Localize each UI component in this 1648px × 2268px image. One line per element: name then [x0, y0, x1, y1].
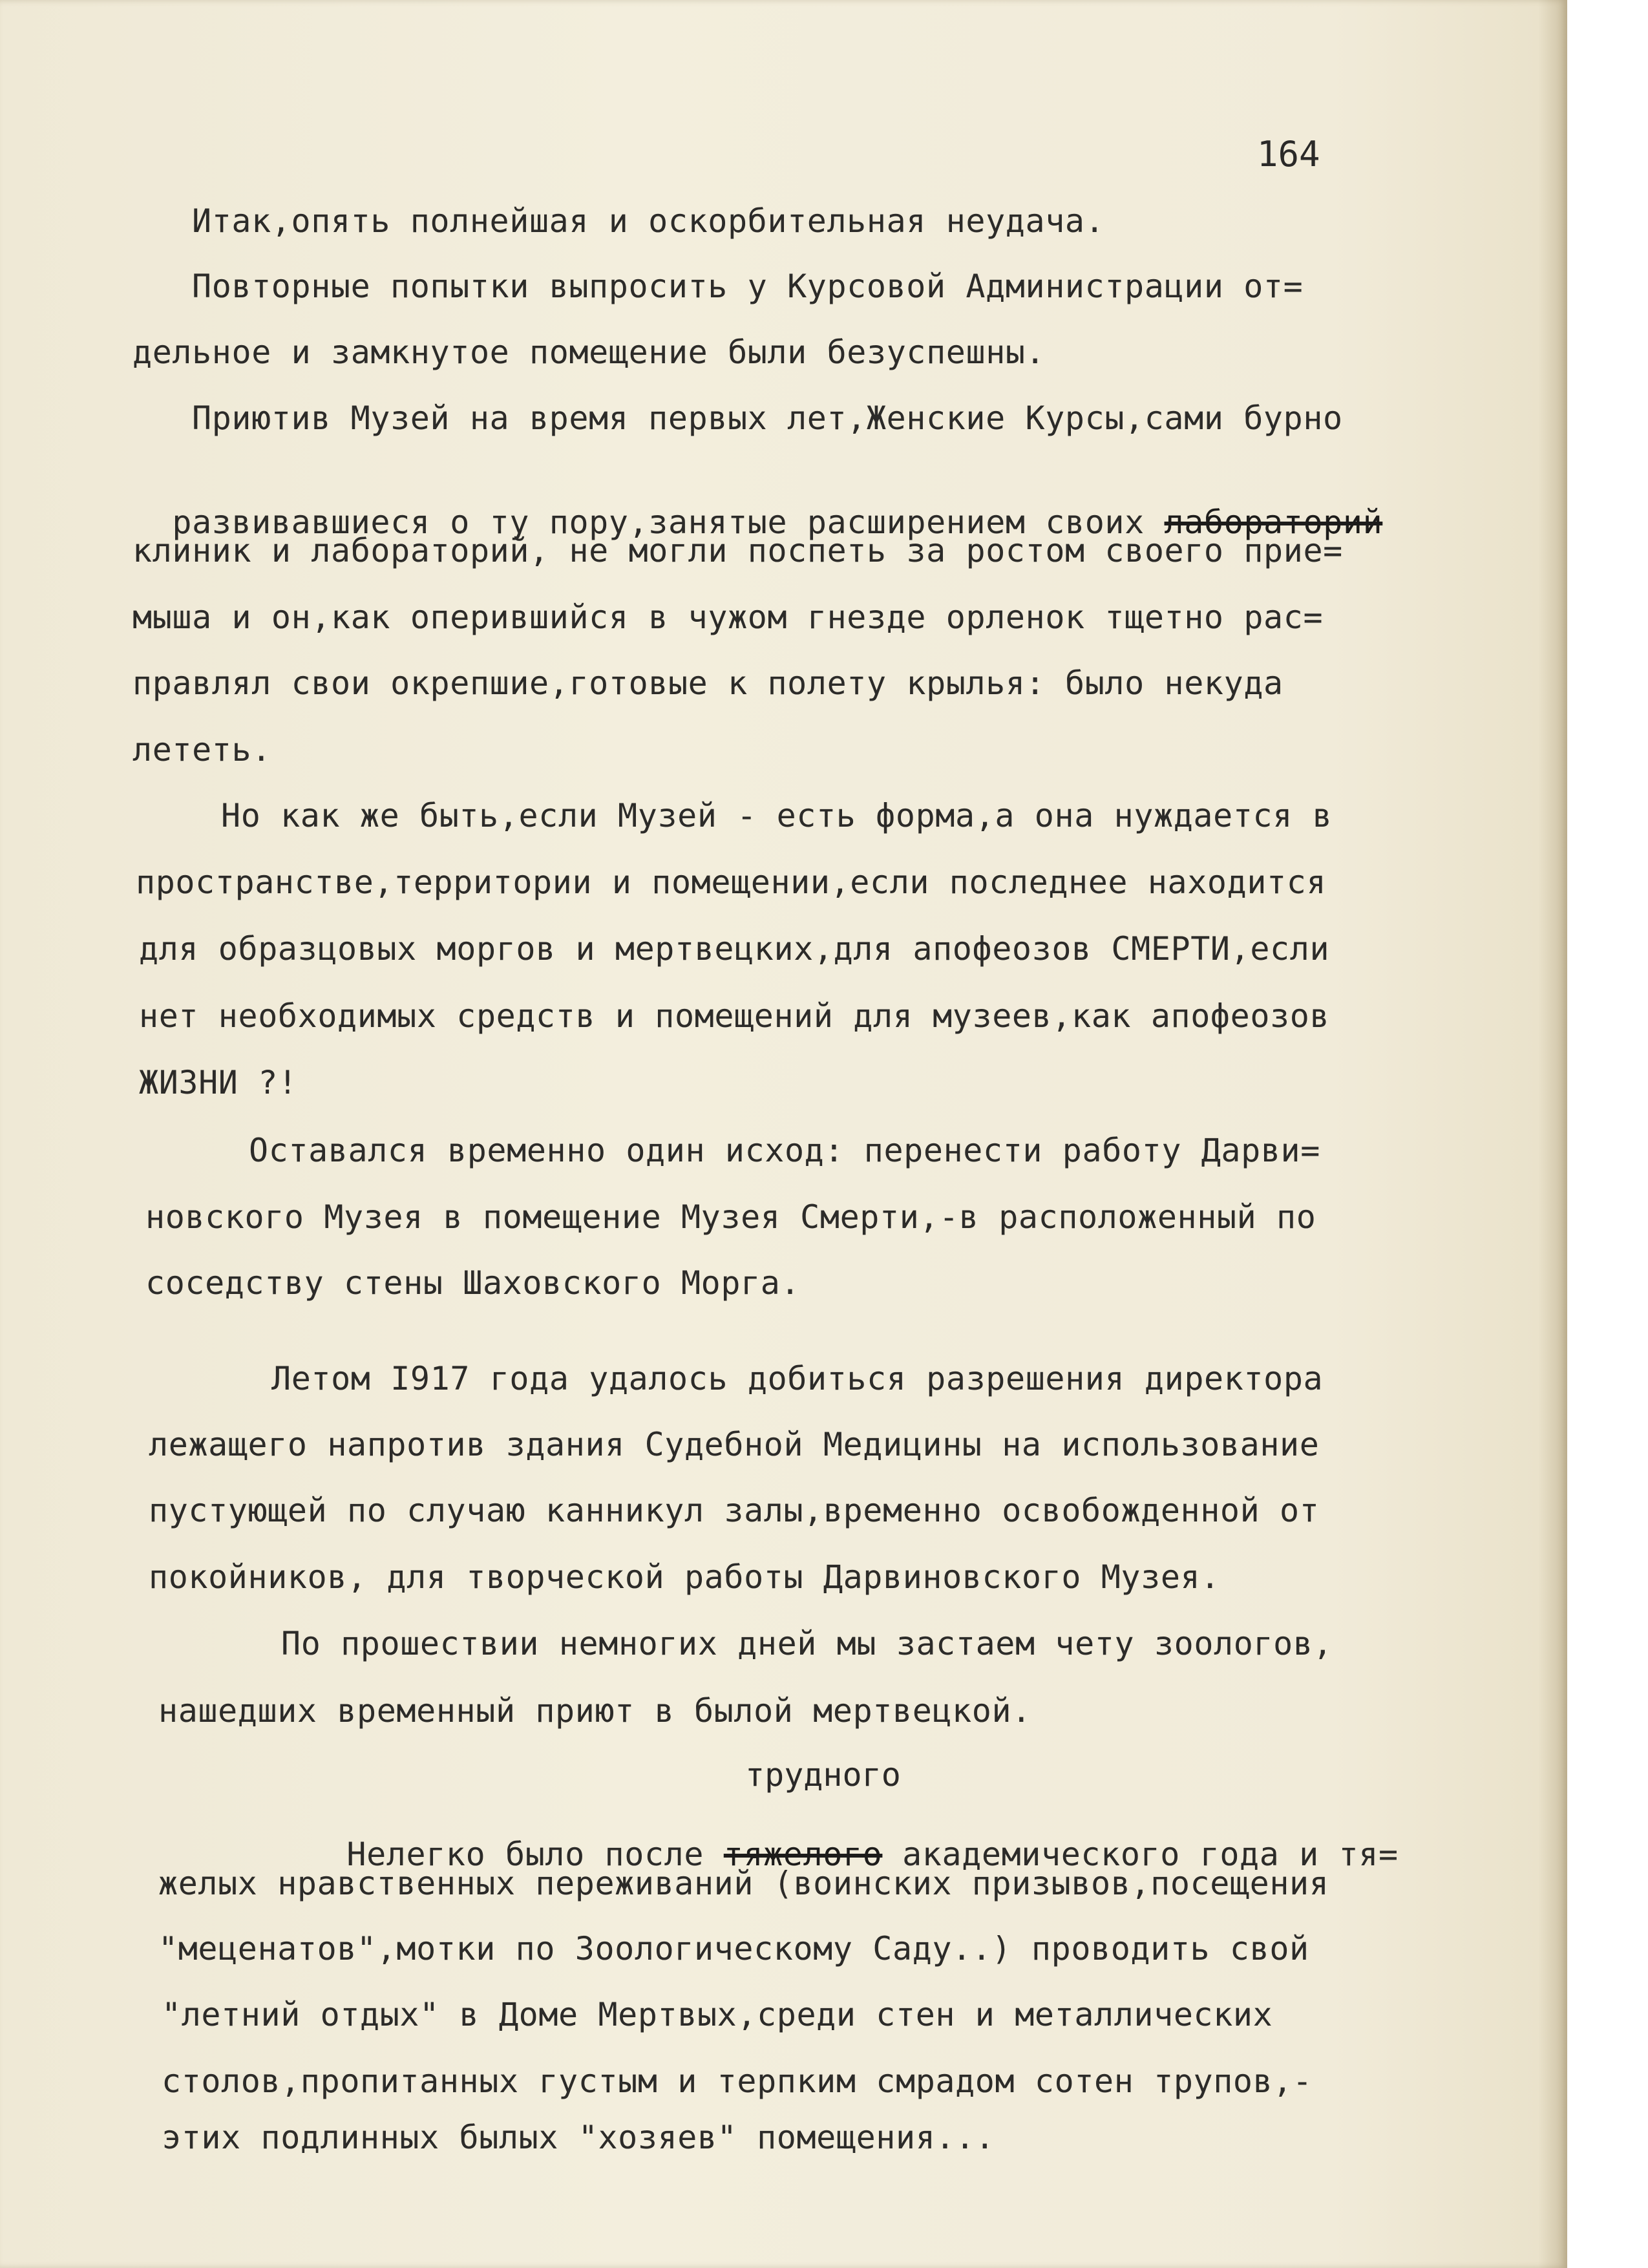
text-line: лежащего напротив здания Судебной Медицины на использование	[149, 1426, 1320, 1463]
text-segment: развивавшиеся о ту пору,занятые расширением своих	[172, 503, 1145, 541]
text-line: дельное и замкнутое помещение были безуспешны.	[132, 334, 1046, 371]
text-line: Повторные попытки выпросить у Курсовой Администрации от=	[192, 268, 1304, 305]
text-line: Летом I917 года удалось добиться разрешения директора	[271, 1360, 1324, 1397]
text-line: лететь.	[132, 731, 271, 768]
text-line: для образцовых моргов и мертвецких,для апофеозов СМЕРТИ,если	[139, 930, 1330, 968]
text-line: этих подлинных былых "хозяев" помещения...	[162, 2119, 995, 2156]
text-segment: академического года и тя=	[902, 1836, 1399, 1873]
text-line	[132, 464, 1382, 542]
text-line: "летний отдых" в Доме Мертвых,среди стен и металлических	[162, 1996, 1273, 2033]
text-line: Но как же быть,если Музей - есть форма,а она нуждается в	[221, 797, 1333, 834]
text-line: Оставался временно один исход: перенести работу Дарви=	[249, 1132, 1320, 1169]
page-number: 164	[1257, 134, 1320, 175]
text-line: пространстве,территории и помещении,если последнее находится	[136, 864, 1327, 901]
text-line: Итак,опять полнейшая и оскорбительная неудача.	[192, 202, 1105, 240]
text-line: Приютив Музей на время первых лет,Женские Курсы,сами бурно	[192, 399, 1343, 437]
struck-word: тяжелого	[723, 1836, 883, 1873]
text-line: соседству стены Шаховского Морга.	[145, 1264, 801, 1302]
text-line	[307, 1796, 1399, 1874]
paper-edge-shadow	[1538, 0, 1567, 2268]
text-line: правлял свои окрепшие,готовые к полету крылья: было некуда	[132, 664, 1284, 702]
text-line: новского Музея в помещение Музея Смерти,-в расположенный по	[145, 1198, 1316, 1236]
text-line: По прошествии немногих дней мы застаем чету зоологов,	[281, 1625, 1333, 1662]
text-line: желых нравственных переживаний (воинских призывов,посещения	[158, 1865, 1329, 1902]
struck-word: лабораторий	[1164, 503, 1383, 541]
text-line: ЖИЗНИ ?!	[139, 1064, 298, 1101]
text-line: нашедших временный приют в былой мертвецкой.	[158, 1692, 1031, 1730]
text-line: "меценатов",мотки по Зоологическому Саду..) проводить свой	[158, 1930, 1309, 1967]
text-line: клиник и лабораторий, не могли поспеть за ростом своего прие=	[132, 532, 1343, 569]
text-line: покойников, для творческой работы Дарвиновского Музея.	[149, 1558, 1220, 1596]
text-line: пустующей по случаю канникул залы,временно освобожденной от	[149, 1492, 1320, 1529]
text-line: нет необходимых средств и помещений для музеев,как апофеозов	[139, 997, 1330, 1035]
text-line: столов,пропитанных густым и терпким смрадом сотен трупов,-	[162, 2062, 1313, 2100]
inserted-word: трудного	[745, 1756, 901, 1794]
text-segment: Нелегко было после	[346, 1836, 704, 1873]
text-line: мыша и он,как оперившийся в чужом гнезде орленок тщетно рас=	[132, 599, 1324, 636]
